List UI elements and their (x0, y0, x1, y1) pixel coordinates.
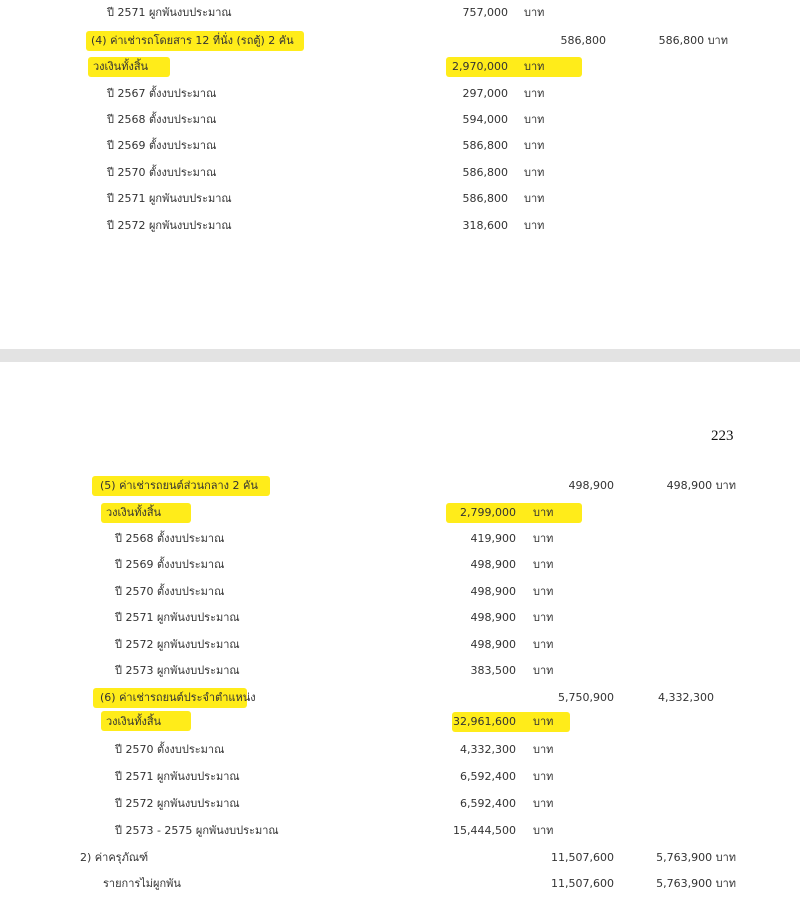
row-label: ปี 2573 - 2575 ผูกพันงบประมาณ (115, 824, 279, 837)
row-amount: 15,444,500 (453, 824, 516, 837)
row-unit: บาท (533, 532, 554, 545)
row-amount: 586,800 (462, 192, 508, 205)
total-unit: บาท (533, 715, 554, 728)
row-label: ปี 2570 ตั้งงบประมาณ (107, 166, 217, 179)
budget-row (0, 635, 800, 655)
page-number: 223 (711, 428, 734, 444)
item-title: (4) ค่าเช่ารถโดยสาร 12 ที่นั่ง (รถตู้) 2 คัน (91, 34, 294, 47)
row-amount: 6,592,400 (460, 770, 516, 783)
row-unit: บาท (524, 6, 545, 19)
row-label: ปี 2571 ผูกพันงบประมาณ (115, 770, 240, 783)
row-label: ปี 2572 ผูกพันงบประมาณ (115, 638, 240, 651)
total-label: วงเงินทั้งสิ้น (93, 60, 149, 73)
category-label: รายการไม่ผูกพัน (103, 877, 181, 890)
row-label: ปี 2569 ตั้งงบประมาณ (107, 139, 217, 152)
row-label: ปี 2569 ตั้งงบประมาณ (115, 558, 225, 571)
row-label: ปี 2573 ผูกพันงบประมาณ (115, 664, 240, 677)
total-unit: บาท (524, 60, 545, 73)
row-amount: 498,900 (470, 611, 516, 624)
row-label: ปี 2570 ตั้งงบประมาณ (115, 743, 225, 756)
row-amount: 297,000 (462, 87, 508, 100)
row-amount: 419,900 (470, 532, 516, 545)
item-col4-value: 586,800 บาท (658, 34, 728, 47)
budget-row (0, 529, 800, 549)
item-col3-value: 586,800 (560, 34, 606, 47)
total-row (0, 57, 800, 77)
row-amount: 6,592,400 (460, 797, 516, 810)
row-amount: 757,000 (462, 6, 508, 19)
row-unit: บาท (533, 585, 554, 598)
row-unit: บาท (533, 611, 554, 624)
item-col4-value: 498,900 บาท (666, 479, 736, 492)
row-unit: บาท (524, 166, 545, 179)
row-label: ปี 2572 ผูกพันงบประมาณ (107, 219, 232, 232)
row-label: ปี 2572 ผูกพันงบประมาณ (115, 797, 240, 810)
row-amount: 498,900 (470, 585, 516, 598)
row-amount: 586,800 (462, 139, 508, 152)
item-heading-row (0, 688, 800, 708)
row-label: ปี 2571 ผูกพันงบประมาณ (115, 611, 240, 624)
category-row (0, 848, 800, 868)
page-separator (0, 349, 800, 362)
row-amount: 498,900 (470, 558, 516, 571)
budget-row (0, 582, 800, 602)
total-unit: บาท (533, 506, 554, 519)
item-heading-row (0, 31, 800, 51)
budget-row (0, 216, 800, 236)
item-col4-value: 4,332,300 (658, 691, 714, 704)
budget-row (0, 3, 800, 23)
row-unit: บาท (524, 219, 545, 232)
budget-row (0, 767, 800, 787)
row-amount: 586,800 (462, 166, 508, 179)
budget-row (0, 84, 800, 104)
item-col3-value: 498,900 (568, 479, 614, 492)
budget-row (0, 661, 800, 681)
row-unit: บาท (533, 664, 554, 677)
row-label: ปี 2571 ผูกพันงบประมาณ (107, 6, 232, 19)
total-amount: 2,799,000 (460, 506, 516, 519)
row-unit: บาท (533, 797, 554, 810)
total-row (0, 503, 800, 523)
row-label: ปี 2570 ตั้งงบประมาณ (115, 585, 225, 598)
row-amount: 498,900 (470, 638, 516, 651)
budget-row (0, 163, 800, 183)
row-amount: 318,600 (462, 219, 508, 232)
row-unit: บาท (533, 824, 554, 837)
budget-row (0, 821, 800, 841)
row-unit: บาท (524, 192, 545, 205)
total-row (0, 712, 800, 732)
row-unit: บาท (533, 558, 554, 571)
item-col3-value: 5,750,900 (558, 691, 614, 704)
row-unit: บาท (533, 638, 554, 651)
row-label: ปี 2571 ผูกพันงบประมาณ (107, 192, 232, 205)
total-label: วงเงินทั้งสิ้น (106, 506, 162, 519)
total-amount: 32,961,600 (453, 715, 516, 728)
row-unit: บาท (524, 113, 545, 126)
row-unit: บาท (533, 770, 554, 783)
category-row (0, 874, 800, 894)
category-col4-value: 5,763,900 บาท (656, 851, 736, 864)
item-title: (5) ค่าเช่ารถยนต์ส่วนกลาง 2 คัน (100, 479, 258, 492)
item-heading-row (0, 476, 800, 496)
budget-row (0, 608, 800, 628)
document-page-top (0, 0, 800, 349)
item-title: (6) ค่าเช่ารถยนต์ประจำตำแหน่ง (100, 691, 256, 704)
budget-row (0, 110, 800, 130)
category-col3-value: 11,507,600 (551, 877, 614, 890)
category-col4-value: 5,763,900 บาท (656, 877, 736, 890)
row-unit: บาท (524, 87, 545, 100)
row-amount: 594,000 (462, 113, 508, 126)
budget-row (0, 794, 800, 814)
category-col3-value: 11,507,600 (551, 851, 614, 864)
category-label: 2) ค่าครุภัณฑ์ (80, 851, 149, 864)
budget-row (0, 555, 800, 575)
budget-row (0, 740, 800, 760)
row-unit: บาท (533, 743, 554, 756)
budget-row (0, 189, 800, 209)
row-label: ปี 2568 ตั้งงบประมาณ (107, 113, 217, 126)
row-label: ปี 2568 ตั้งงบประมาณ (115, 532, 225, 545)
budget-row (0, 136, 800, 156)
row-unit: บาท (524, 139, 545, 152)
row-amount: 383,500 (470, 664, 516, 677)
total-amount: 2,970,000 (452, 60, 508, 73)
total-label: วงเงินทั้งสิ้น (106, 715, 162, 728)
row-label: ปี 2567 ตั้งงบประมาณ (107, 87, 217, 100)
row-amount: 4,332,300 (460, 743, 516, 756)
